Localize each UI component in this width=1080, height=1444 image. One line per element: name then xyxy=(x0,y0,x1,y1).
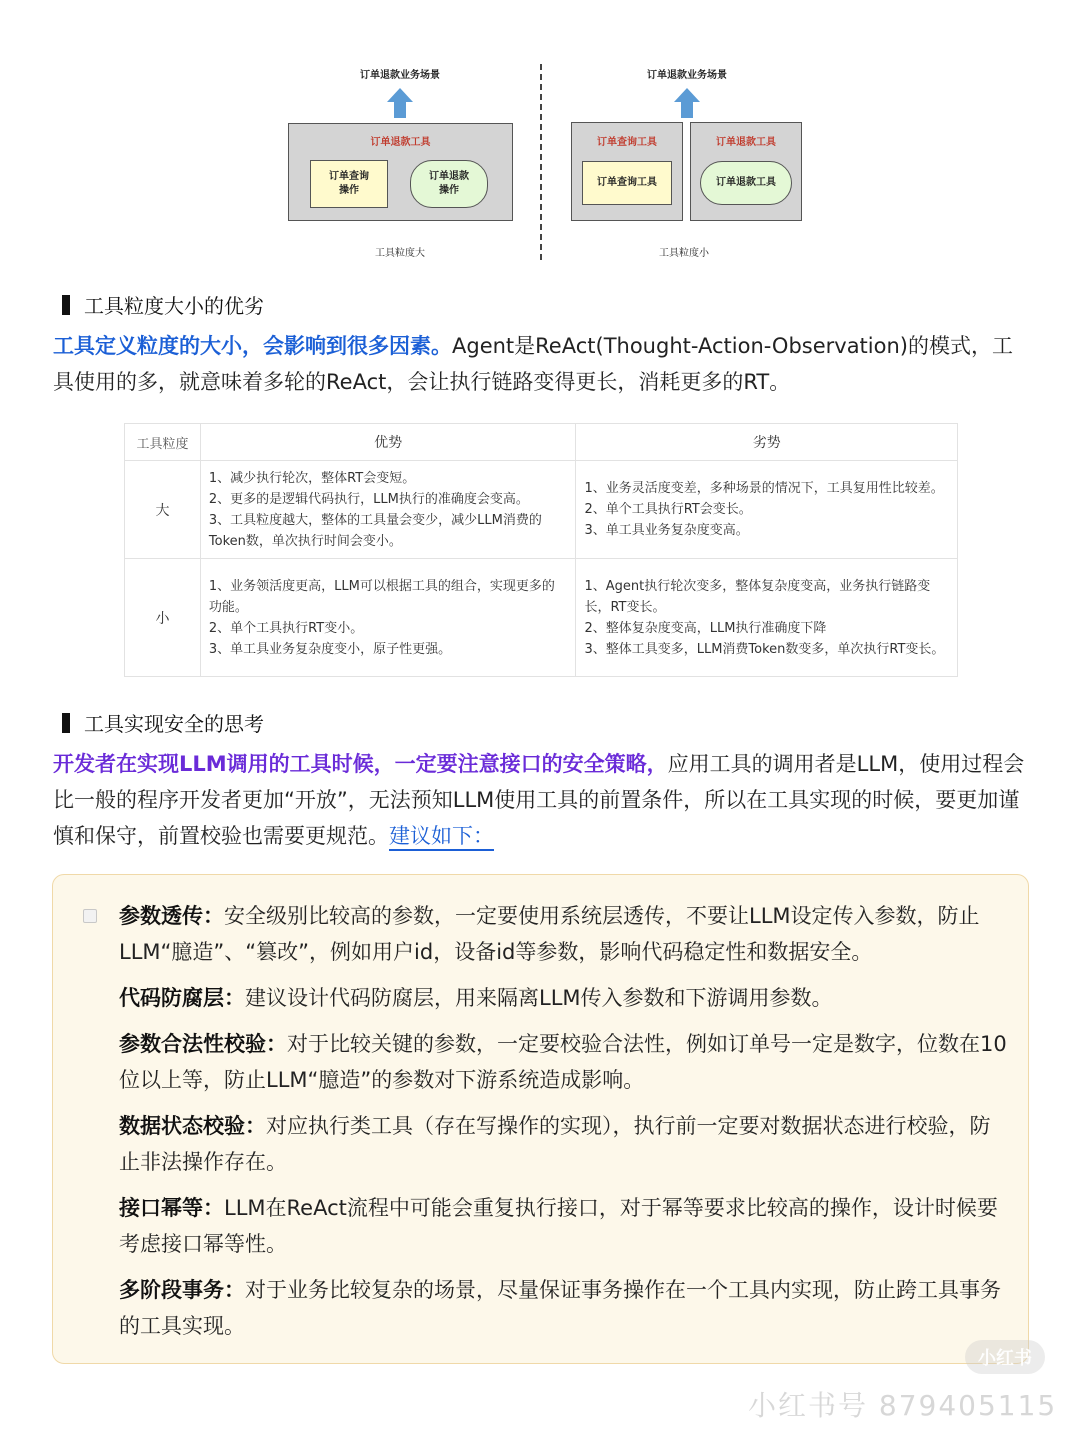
right-scene-title: 订单退款业务场景 xyxy=(647,70,727,81)
tip-text: 安全级别比较高的参数，一定要使用系统层透传，不要让LLM设定传入参数，防止LLM“臆造”、“篡改”，例如用户id，设备id等参数，影响代码稳定性和数据安全。 xyxy=(119,904,980,964)
table-header-row xyxy=(125,424,958,461)
tip-label: 代码防腐层： xyxy=(119,986,245,1010)
header-cons: 劣势 xyxy=(576,424,958,461)
tip-item-anticorruption-layer xyxy=(119,980,1009,1016)
table-row xyxy=(125,559,958,677)
right-query-tool-title: 订单查询工具 xyxy=(597,137,657,148)
granularity-comparison-table xyxy=(124,423,958,677)
section1-highlight: 工具定义粒度的大小，会影响到很多因素。 xyxy=(53,334,452,358)
granularity-diagram xyxy=(0,0,1080,275)
suggestions-link[interactable]: 建议如下： xyxy=(389,824,494,851)
row-size-small: 小 xyxy=(125,559,201,677)
section2-highlight: 开发者在实现LLM调用的工具时候，一定要注意接口的安全策略， xyxy=(53,752,668,776)
heading-bar-icon xyxy=(62,713,70,733)
right-query-tool-inner: 订单查询工具 xyxy=(582,161,672,205)
row-large-cons xyxy=(576,461,958,559)
left-scene-title: 订单退款业务场景 xyxy=(360,70,440,81)
right-up-arrow-icon xyxy=(674,88,700,118)
tip-text: 对应执行类工具（存在写操作的实现），执行前一定要对数据状态进行校验，防止非法操作存在。 xyxy=(119,1114,991,1174)
section2-text: 应用工具的调用者是LLM，使用过程会比一般的程序开发者更加“开放”，无法预知LLM使用工具的前置条件，所以在工具实现的时候，要更加谨慎和保守，前置校验也需要更规范。 xyxy=(53,752,1025,848)
left-caption: 工具粒度大 xyxy=(375,248,425,259)
tip-item-multi-stage-transaction xyxy=(119,1272,1009,1344)
tip-text: 建议设计代码防腐层，用来隔离LLM传入参数和下游调用参数。 xyxy=(245,986,833,1010)
tip-label: 参数合法性校验： xyxy=(119,1032,287,1056)
table-row xyxy=(125,461,958,559)
list-item: 1、业务领活度更高，LLM可以根据工具的组合，实现更多的功能。 xyxy=(208,578,555,615)
row-size-large: 大 xyxy=(125,461,201,559)
tip-label: 多阶段事务： xyxy=(119,1278,245,1302)
list-item: 1、Agent执行轮次变多，整体复杂度变高，业务执行链路变长，RT变长。 xyxy=(584,578,931,615)
tip-item-idempotency xyxy=(119,1190,1009,1262)
section2-heading-text: 工具实现安全的思考 xyxy=(84,712,264,736)
tip-label: 接口幂等： xyxy=(119,1196,224,1220)
section1-text: Agent是ReAct(Thought-Action-Observation)的模式，工具使用的多，就意味着多轮的ReAct，会让执行链路变得更长，消耗更多的RT。 xyxy=(53,334,1013,394)
checkbox-icon[interactable] xyxy=(83,909,97,923)
left-tool-box-title: 订单退款工具 xyxy=(370,137,431,148)
heading-bar-icon xyxy=(62,295,70,315)
left-tool-box xyxy=(288,123,513,221)
left-query-operation: 订单查询 操作 xyxy=(310,160,388,208)
list-item: 1、业务灵活度变差，多种场景的情况下，工具复用性比较差。 xyxy=(584,481,944,496)
section2-paragraph xyxy=(53,746,1028,854)
section1-heading-text: 工具粒度大小的优劣 xyxy=(84,294,264,318)
right-refund-tool-box xyxy=(690,122,802,221)
list-item: 1、减少执行轮次，整体RT会变短。 xyxy=(208,470,416,486)
row-small-pros xyxy=(200,559,576,677)
tip-item-state-validation xyxy=(119,1108,1009,1180)
row-small-cons xyxy=(576,559,958,677)
list-item: 3、单工具业务复杂度变高。 xyxy=(584,523,749,538)
security-tips-box xyxy=(52,874,1029,1364)
list-item: 2、整体复杂度变高，LLM执行准确度下降 xyxy=(584,620,827,636)
list-item: 2、更多的是逻辑代码执行，LLM执行的准确度会变高。 xyxy=(208,491,529,507)
right-refund-tool-title: 订单退款工具 xyxy=(716,137,776,148)
xiaohongshu-logo-icon: 小红书 xyxy=(965,1340,1045,1374)
right-query-tool-box xyxy=(571,122,683,221)
list-item: 3、工具粒度越大，整体的工具量会变少，减少LLM消费的Token数，单次执行时间会变小。 xyxy=(208,512,542,549)
tip-label: 数据状态校验： xyxy=(119,1114,266,1138)
section2-heading xyxy=(62,708,264,737)
tip-item-parameter-validation xyxy=(119,1026,1009,1098)
tip-item-parameter-passthrough xyxy=(119,898,1009,970)
section1-heading xyxy=(62,290,264,319)
right-caption: 工具粒度小 xyxy=(659,248,709,259)
tip-text: LLM在ReAct流程中可能会重复执行接口，对于幂等要求比较高的操作，设计时候要考虑接口幂等性。 xyxy=(119,1196,998,1256)
tip-label: 参数透传： xyxy=(119,904,224,928)
left-up-arrow-icon xyxy=(387,88,413,118)
right-refund-tool-inner: 订单退款工具 xyxy=(700,161,792,205)
left-refund-operation: 订单退款 操作 xyxy=(410,160,488,208)
list-item: 2、单个工具执行RT变小。 xyxy=(208,620,364,636)
header-pros: 优势 xyxy=(200,424,576,461)
section1-paragraph xyxy=(53,328,1028,400)
list-item: 2、单个工具执行RT会变长。 xyxy=(584,502,752,517)
tip-text: 对于业务比较复杂的场景，尽量保证事务操作在一个工具内实现，防止跨工具事务的工具实现。 xyxy=(119,1278,1001,1338)
list-item: 3、单工具业务复杂度变小，原子性更强。 xyxy=(208,641,452,657)
watermark-user-id: 小红书号 879405115 xyxy=(748,1389,1058,1422)
list-item: 3、整体工具变多，LLM消费Token数变多，单次执行RT变长。 xyxy=(584,641,945,657)
tip-text: 对于比较关键的参数，一定要校验合法性，例如订单号一定是数字，位数在10位以上等，防止LLM“臆造”的参数对下游系统造成影响。 xyxy=(119,1032,1007,1092)
row-large-pros xyxy=(200,461,576,559)
diagram-divider xyxy=(540,64,542,260)
header-granularity: 工具粒度 xyxy=(125,424,201,461)
